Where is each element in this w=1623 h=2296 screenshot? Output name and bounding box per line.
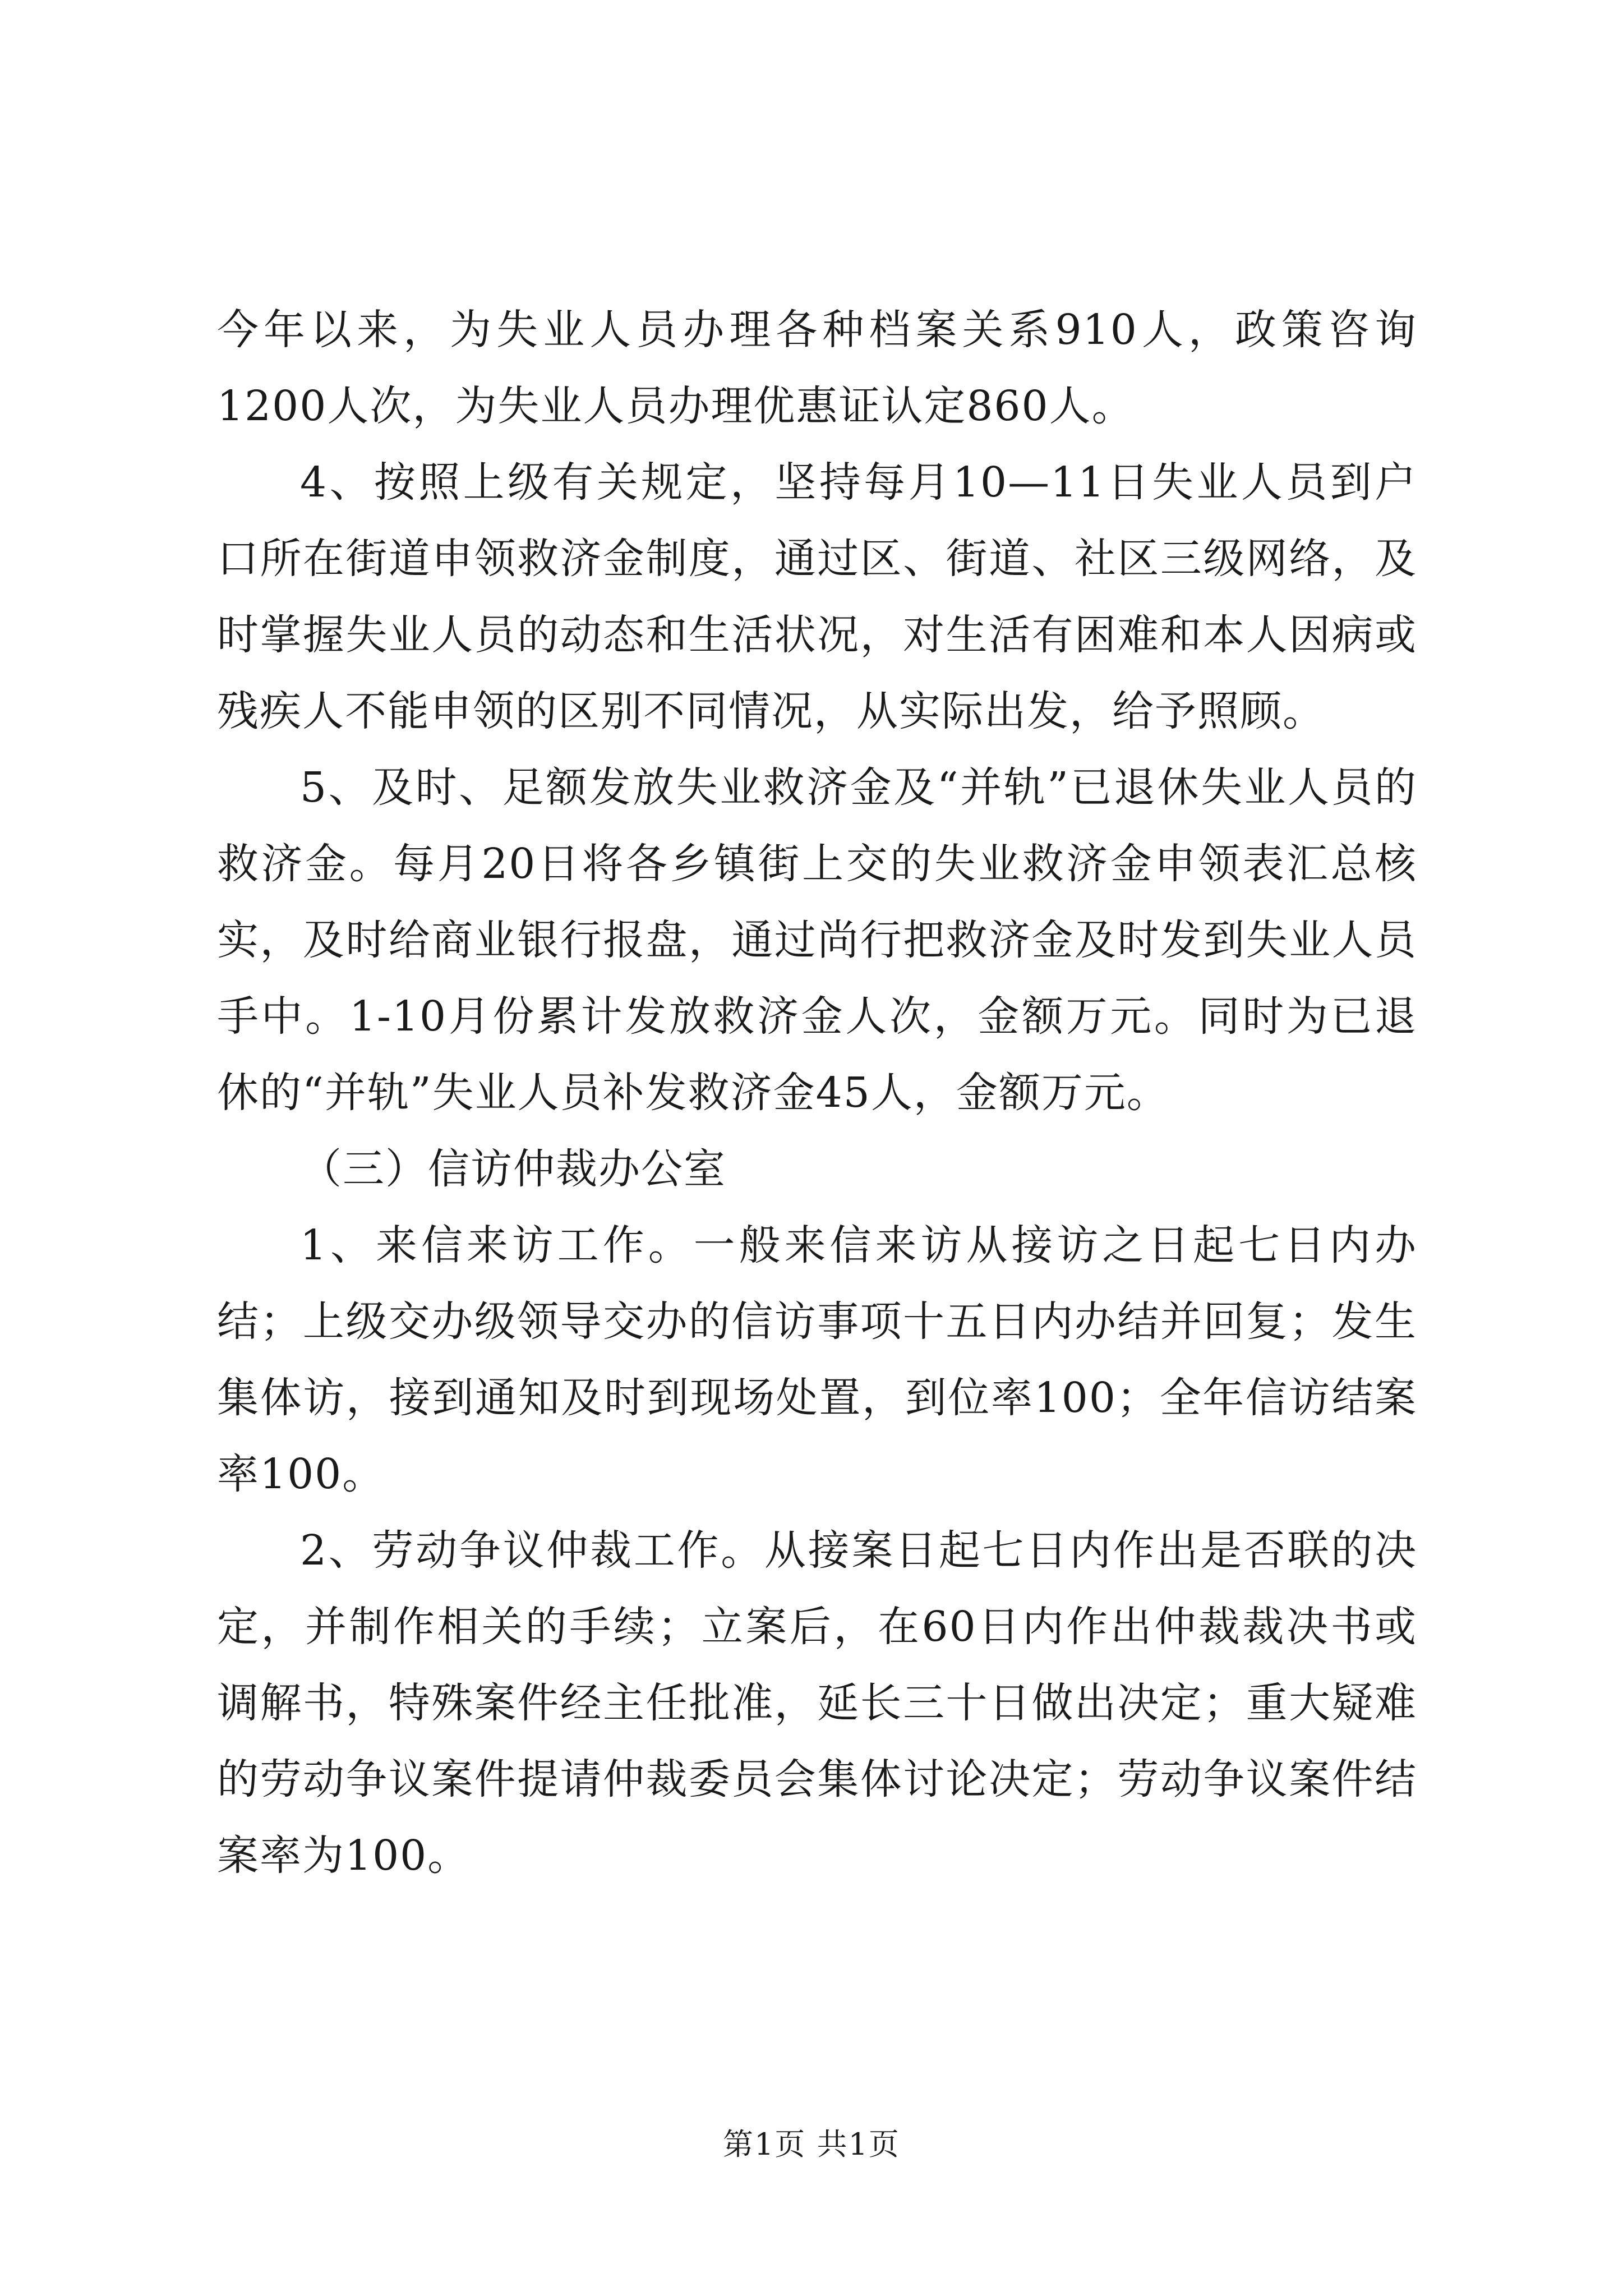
document-body: [217, 292, 1417, 1894]
page-footer: 第1页 共1页: [723, 2127, 900, 2162]
paragraph-item-5: 5、及时、足额发放失业救济金及“并轨”已退休失业人员的救济金。每月20日将各乡镇街上交的失业救济金申领表汇总核实，及时给商业银行报盘，通过尚行把救济金及时发到失业人员手中。1-10月份累计发放救济金人次，金额万元。同时为已退休的“并轨”失业人员补发救济金45人，金额万元。: [217, 763, 1417, 1117]
paragraph-item-2-arbitration: 2、劳动争议仲裁工作。从接案日起七日内作出是否联的决定，并制作相关的手续；立案后，在60日内作出仲裁裁决书或调解书，特殊案件经主任批准，延长三十日做出决定；重大疑难的劳动争议案件提请仲裁委员会集体讨论决定；劳动争议案件结案率为100。: [217, 1526, 1417, 1880]
paragraph-continuation: 今年以来，为失业人员办理各种档案关系910人，政策咨询1200人次，为失业人员办理优惠证认定860人。: [217, 306, 1417, 430]
section-heading-petition-arbitration: （三）信访仲裁办公室: [300, 1145, 726, 1193]
paragraph-item-1-petitions: 1、来信来访工作。一般来信来访从接访之日起七日内办结；上级交办级领导交办的信访事项十五日内办结并回复；发生集体访，接到通知及时到现场处置，到位率100；全年信访结案率100。: [217, 1221, 1417, 1498]
paragraph-item-4: 4、按照上级有关规定，坚持每月10—11日失业人员到户口所在街道申领救济金制度，通过区、街道、社区三级网络，及时掌握失业人员的动态和生活状况，对生活有困难和本人因病或残疾人不能申领的区别不同情况，从实际出发，给予照顾。: [217, 458, 1417, 735]
